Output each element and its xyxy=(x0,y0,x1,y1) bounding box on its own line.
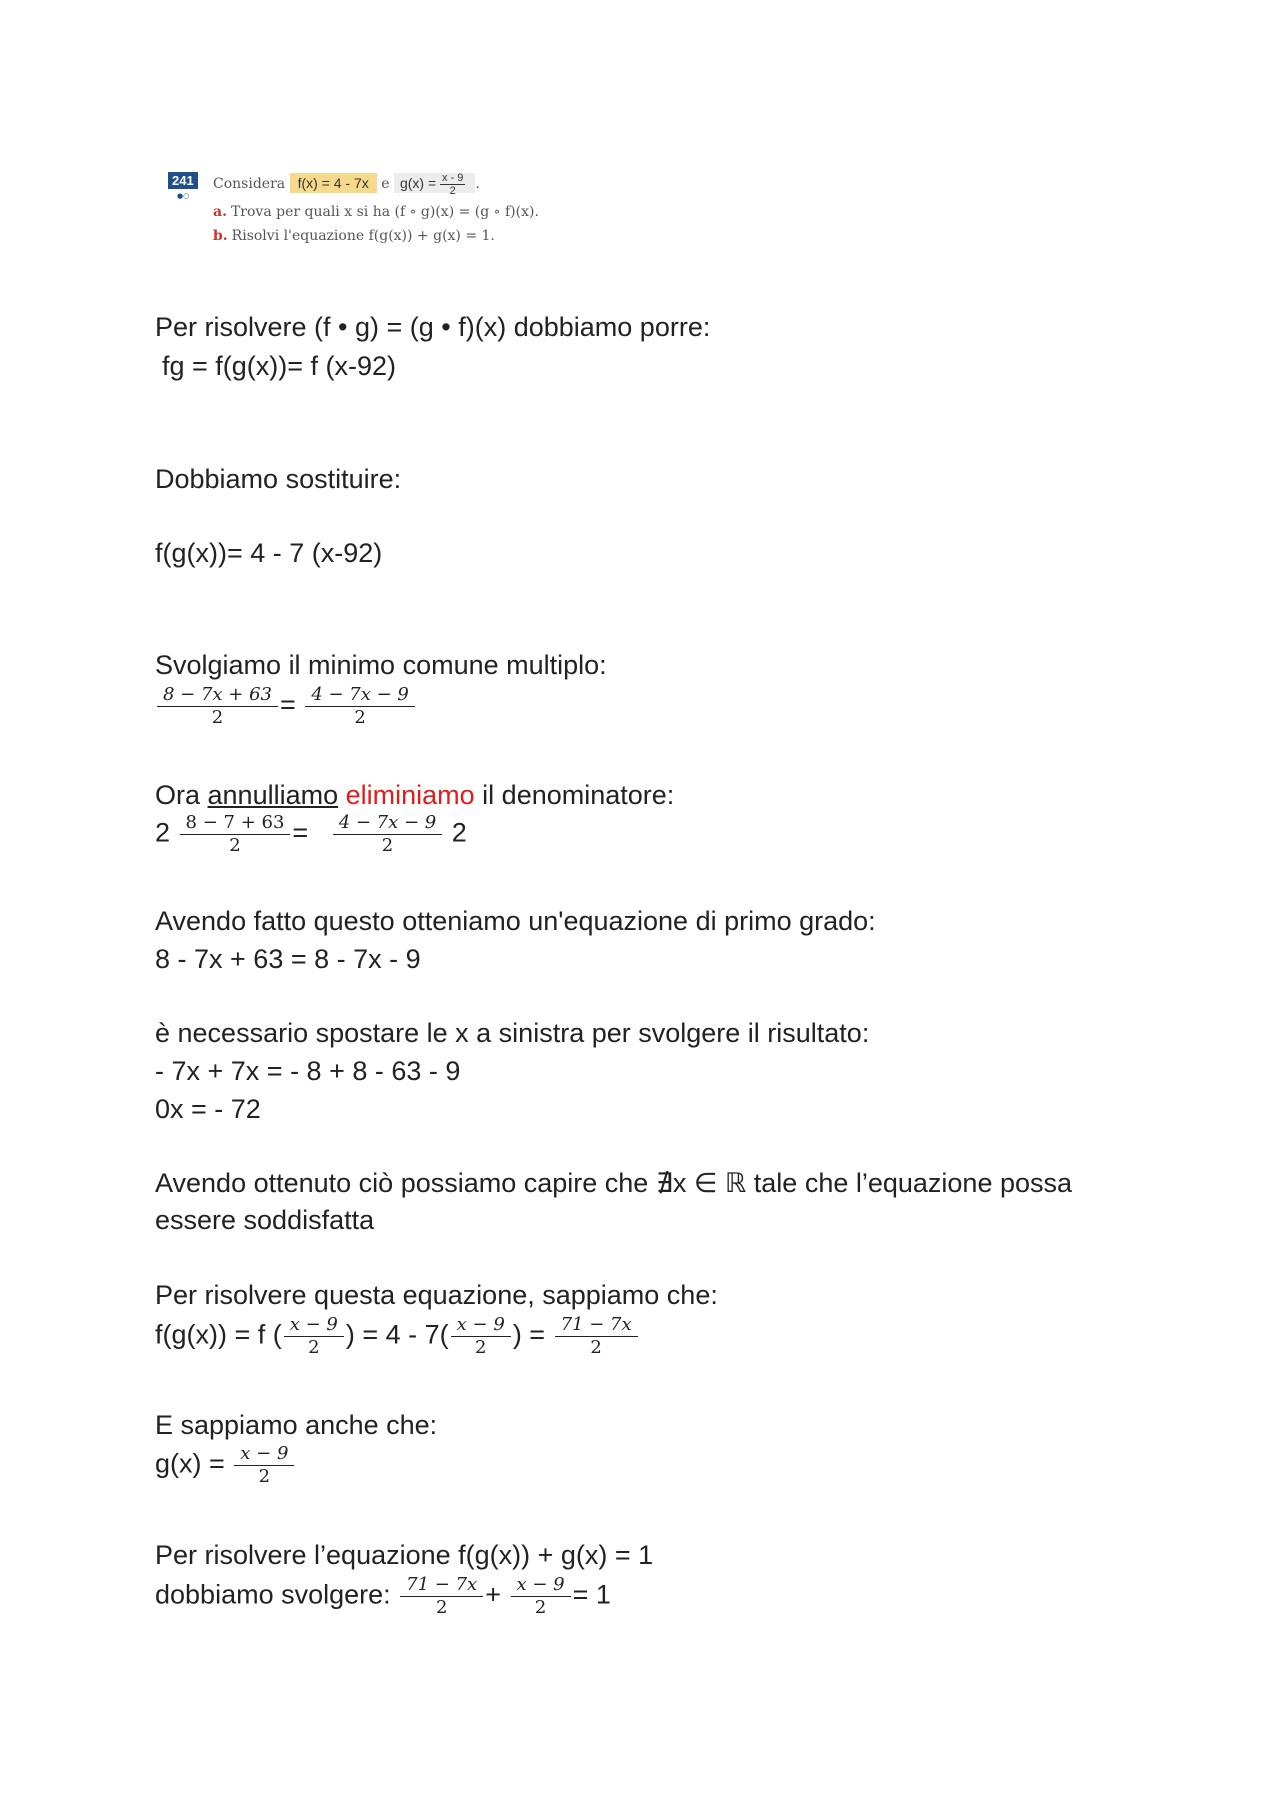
equation-gx: g(x) = $\frac{x - 9}{2}$ xyxy=(155,1443,296,1488)
paragraph-conclusion-cont: essere soddisfatta xyxy=(155,1205,375,1235)
exercise-box xyxy=(168,160,539,270)
paragraph-move-x: è necessario spostare le x a sinistra per svolgere il risultato: xyxy=(155,1018,870,1048)
paragraph-intro: Per risolvere (f • g) = (g • f)(x) dobbiamo porre: xyxy=(155,312,711,342)
correction-word: eliminiamo xyxy=(345,780,475,810)
equation-moved: - 7x + 7x = - 8 + 8 - 63 - 9 xyxy=(155,1056,461,1086)
f-definition: f(x) = 4 - 7x xyxy=(290,173,377,193)
exercise-part-b: b. Risolvi l'equazione f(g(x)) + g(x) = 1. xyxy=(213,228,495,244)
paragraph-denominator: Ora annulliamo eliminiamo il denominatore: xyxy=(155,780,675,810)
paragraph-first-degree: Avendo fatto questo otteniamo un'equazione di primo grado: xyxy=(155,906,876,936)
equation-mcm: $\frac{8 - 7x + 63}{2}$ = $\frac{4 - 7x - 9}{2}$ xyxy=(155,684,417,729)
g-definition: g(x) = $\frac{x - 9}{2}$ xyxy=(394,173,475,193)
equation-fgx: f(g(x)) = f ( $\frac{x - 9}{2}$ ) = 4 - 7( $\frac{x - 9}{2}$ ) = $\frac{71 - 7x}{2}$ xyxy=(155,1314,640,1359)
exercise-number: 241 xyxy=(168,172,198,189)
exercise-statement: Considera f(x) = 4 - 7x e g(x) = $\frac{x - 9}{2}$ . xyxy=(213,172,480,197)
struck-word: annulliamo xyxy=(207,780,339,810)
paragraph-conclusion: Avendo ottenuto ciò possiamo capire che ∄x ∈ ℝ tale che l’equazione possa xyxy=(155,1168,1073,1198)
paragraph-substitute: Dobbiamo sostituire: xyxy=(155,464,402,494)
paragraph-part-b: Per risolvere questa equazione, sappiamo che: xyxy=(155,1280,718,1310)
equation-substituted: f(g(x))= 4 - 7 (x-92) xyxy=(155,538,383,568)
exercise-part-a: a. Trova per quali x si ha (f ∘ g)(x) = (g ∘ f)(x). xyxy=(213,204,539,220)
equation-result: 0x = - 72 xyxy=(155,1094,261,1124)
equation-first-degree: 8 - 7x + 63 = 8 - 7x - 9 xyxy=(155,944,421,974)
equation-denominator: 2 $\frac{8 - 7 + 63}{2}$ = $\frac{4 - 7x - 9}{2}$ 2 xyxy=(155,812,467,856)
paragraph-mcm: Svolgiamo il minimo comune multiplo: xyxy=(155,650,607,680)
paragraph-solve-b: Per risolvere l’equazione f(g(x)) + g(x) = 1 xyxy=(155,1540,654,1570)
difficulty-dots-icon: ●○ xyxy=(177,192,190,200)
equation-solve: dobbiamo svolgere: $\frac{71 - 7x}{2}$ + $\frac{x - 9}{2}$ = 1 xyxy=(155,1574,611,1618)
paragraph-also: E sappiamo anche che: xyxy=(155,1410,438,1440)
equation-fg: fg = f(g(x))= f (x-92) xyxy=(162,351,397,381)
